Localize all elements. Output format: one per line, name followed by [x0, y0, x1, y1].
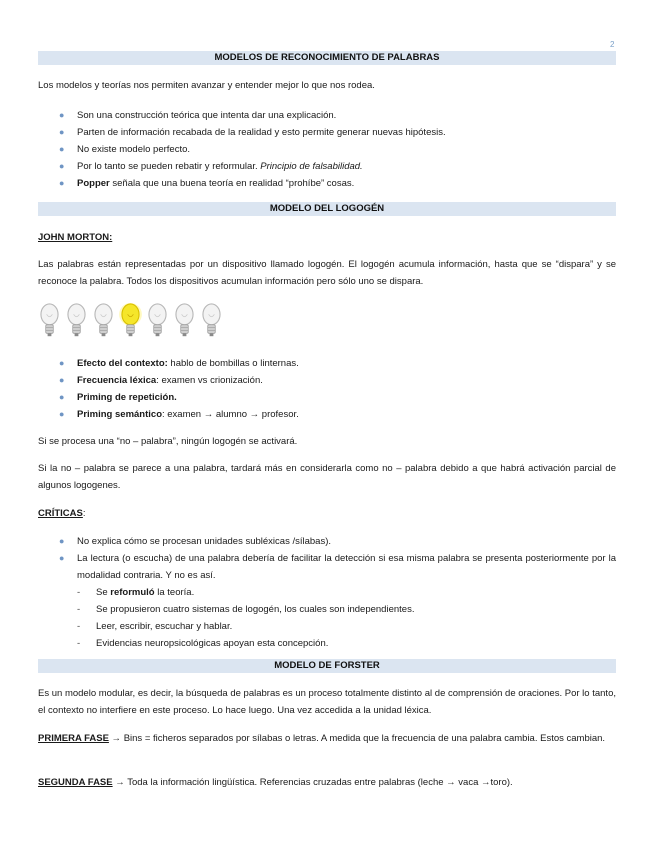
- criticas-sublist: [38, 584, 616, 652]
- bullet-icon: ●: [59, 358, 65, 368]
- bullet-icon: ●: [59, 392, 65, 402]
- lightbulb-off-icon: [38, 302, 61, 340]
- segunda-fase-paragraph: SEGUNDA FASE → Toda la información lingüística. Referencias cruzadas entre palabras (leche → vaca →toro).: [38, 777, 513, 788]
- list-item: ● Priming semántico: examen → alumno → profesor.: [38, 406, 616, 423]
- sub-list-container: [38, 584, 616, 652]
- list-item: ● La lectura (o escucha) de una palabra debería de facilitar la detección si esa misma palabra se presenta posteriormente por la modalidad contraria. Y no es así.: [38, 550, 616, 584]
- lightbulb-off-icon: [146, 302, 169, 340]
- list-item: ● Priming de repetición.: [38, 389, 616, 406]
- list-item: ● No existe modelo perfecto.: [38, 141, 616, 158]
- sub-list-item: - Se reformuló la teoría.: [77, 587, 195, 598]
- bullet-icon: ●: [59, 536, 65, 546]
- list-item: ● Parten de información recabada de la realidad y esto permite generar nuevas hipótesis.: [38, 124, 616, 141]
- list-item: ● Popper señala que una buena teoría en realidad “prohíbe” cosas.: [38, 175, 616, 192]
- primera-fase-paragraph: PRIMERA FASE → Bins = ficheros separados por sílabas o letras. A medida que la frecuencia de una palabra cambia. Estos cambian.: [38, 733, 606, 744]
- criticas-heading: CRÍTICAS:: [38, 508, 86, 519]
- morton-heading: JOHN MORTON:: [38, 232, 113, 243]
- models-list: [38, 107, 616, 192]
- no-palabra-paragraph-2: Si la no – palabra se parece a una palabra, tardará más en considerarla como no – palabra debido a que habrá activación parcial de algunos logogenes.: [38, 463, 616, 491]
- forster-paragraph: Es un modelo modular, es decir, la búsqueda de palabras es un proceso totalmente distinto al de comprensión de oraciones. Por lo tanto, el contexto no interfiere en este proceso. Lo hace luego. Una vez accedida a la unidad léxica.: [38, 688, 616, 716]
- bullet-icon: ●: [59, 409, 65, 419]
- bullet-icon: ●: [59, 127, 65, 137]
- bullet-icon: ●: [59, 161, 65, 171]
- lightbulb-off-icon: [200, 302, 223, 340]
- section-title-forster: MODELO DE FORSTER: [38, 659, 616, 673]
- list-item: ● Frecuencia léxica: examen vs crionización.: [38, 372, 616, 389]
- section-title-reconocimiento: MODELOS DE RECONOCIMIENTO DE PALABRAS: [38, 51, 616, 65]
- section-title-logogen: MODELO DEL LOGOGÉN: [38, 202, 616, 216]
- sub-list-item: - Se propusieron cuatro sistemas de logogén, los cuales son independientes.: [77, 604, 415, 615]
- sub-list-item: - Evidencias neuropsicológicas apoyan esta concepción.: [77, 638, 329, 649]
- list-item: ● Efecto del contexto: hablo de bombillas o linternas.: [38, 355, 616, 372]
- bullet-icon: ●: [59, 178, 65, 188]
- lightbulb-on-icon: [119, 302, 142, 340]
- logogen-effects-list: [38, 355, 616, 423]
- no-palabra-paragraph-1: Si se procesa una “no – palabra”, ningún logogén se activará.: [38, 436, 298, 447]
- bullet-icon: ●: [59, 144, 65, 154]
- lightbulb-off-icon: [92, 302, 115, 340]
- lightbulb-off-icon: [65, 302, 88, 340]
- sub-list-item: - Leer, escribir, escuchar y hablar.: [77, 621, 233, 632]
- bullet-icon: ●: [59, 110, 65, 120]
- list-item: ● No explica cómo se procesan unidades subléxicas /sílabas).: [38, 533, 616, 550]
- lightbulb-off-icon: [173, 302, 196, 340]
- bullet-icon: ●: [59, 553, 65, 563]
- list-item: ● Por lo tanto se pueden rebatir y reformular. Principio de falsabilidad.: [38, 158, 616, 175]
- lightbulb-row: [38, 302, 223, 342]
- bullet-icon: ●: [59, 375, 65, 385]
- page-number: 2: [610, 40, 615, 49]
- intro-paragraph: Los modelos y teorías nos permiten avanzar y entender mejor lo que nos rodea.: [38, 80, 375, 91]
- morton-paragraph: Las palabras están representadas por un dispositivo llamado logogén. El logogén acumula información, hasta que se “dispara” y se reconoce la palabra. Todos los dispositivos acumulan información pero sólo uno se dispara.: [38, 259, 616, 287]
- criticas-list: [38, 533, 616, 652]
- list-item: ● Son una construcción teórica que intenta dar una explicación.: [38, 107, 616, 124]
